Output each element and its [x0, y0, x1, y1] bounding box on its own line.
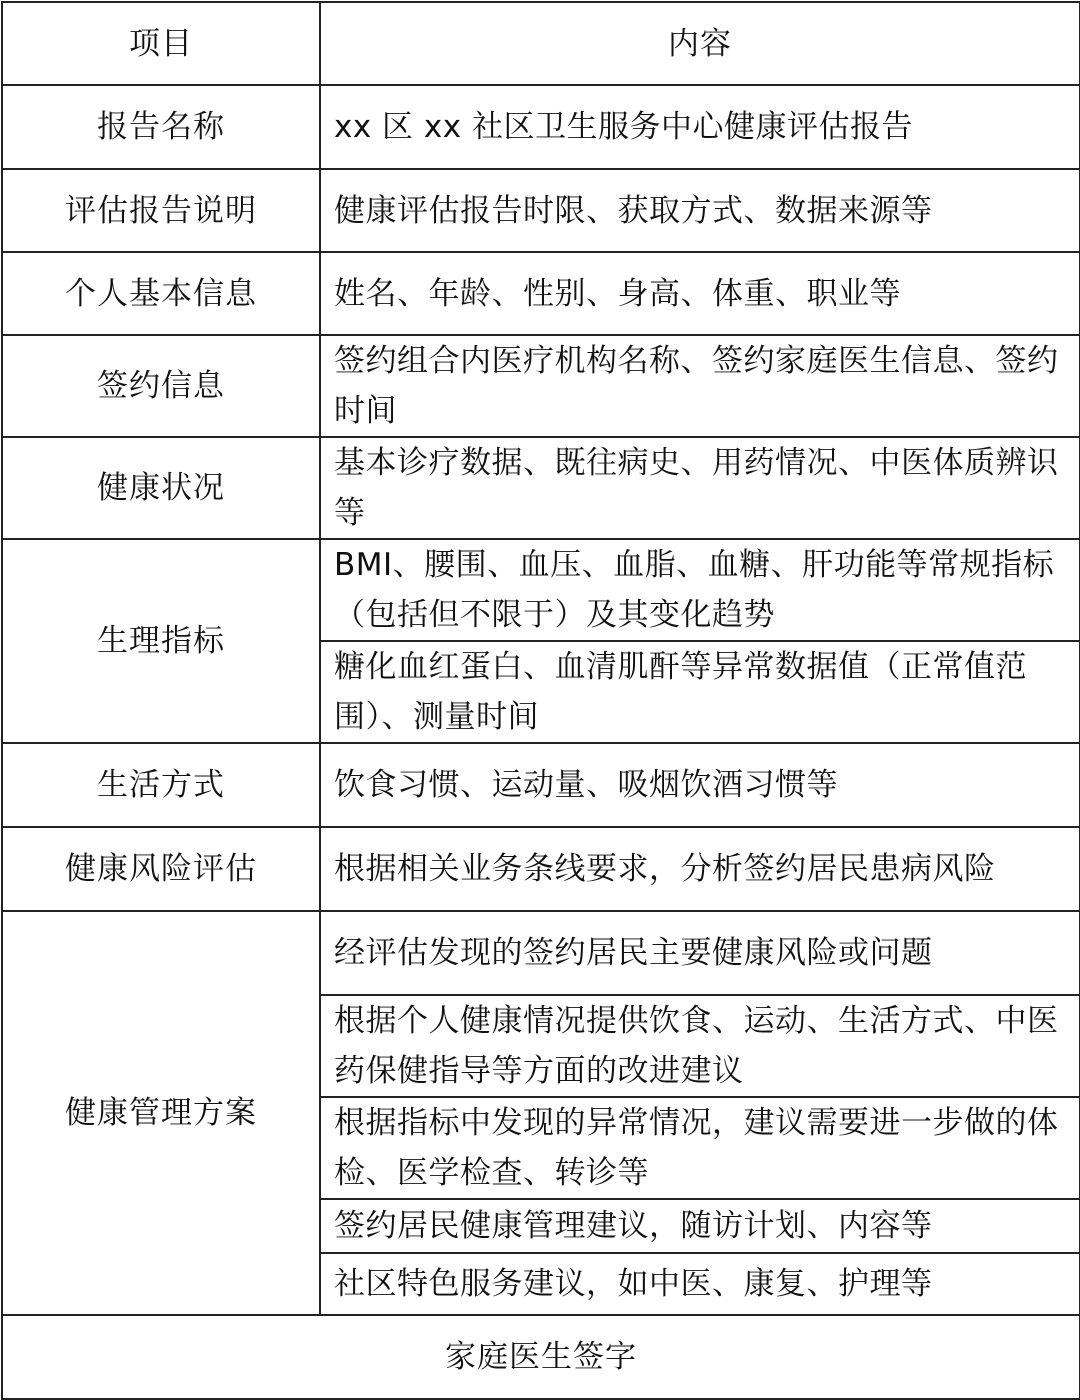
row-content: 签约居民健康管理建议，随访计划、内容等	[320, 1199, 1080, 1253]
header-item: 项目	[2, 2, 320, 85]
row-content: 根据相关业务条线要求，分析签约居民患病风险	[320, 827, 1080, 911]
row-content: 基本诊疗数据、既往病史、用药情况、中医体质辨识等	[320, 437, 1080, 539]
table-row	[2, 911, 1080, 995]
row-content: 签约组合内医疗机构名称、签约家庭医生信息、签约时间	[320, 335, 1080, 437]
row-content: 姓名、年龄、性别、身高、体重、职业等	[320, 252, 1080, 335]
row-content: 根据指标中发现的异常情况，建议需要进一步做的体检、医学检查、转诊等	[320, 1097, 1080, 1199]
row-content: 经评估发现的签约居民主要健康风险或问题	[320, 911, 1080, 995]
table-footer-row	[2, 1315, 1080, 1399]
table-header-row	[2, 2, 1080, 85]
row-item: 生理指标	[2, 539, 320, 743]
row-content: 健康评估报告时限、获取方式、数据来源等	[320, 169, 1080, 252]
row-content: 糖化血红蛋白、血清肌酐等异常数据值（正常值范围）、测量时间	[320, 641, 1080, 743]
row-item: 健康状况	[2, 437, 320, 539]
row-content: 社区特色服务建议，如中医、康复、护理等	[320, 1253, 1080, 1315]
table-row	[2, 252, 1080, 335]
row-item: 签约信息	[2, 335, 320, 437]
row-item: 健康风险评估	[2, 827, 320, 911]
table-row	[2, 539, 1080, 641]
family-doctor-signature-field: 家庭医生签字	[2, 1315, 1080, 1399]
row-item: 生活方式	[2, 743, 320, 827]
row-content: 饮食习惯、运动量、吸烟饮酒习惯等	[320, 743, 1080, 827]
table-row	[2, 169, 1080, 252]
row-content: 根据个人健康情况提供饮食、运动、生活方式、中医药保健指导等方面的改进建议	[320, 995, 1080, 1097]
table-row	[2, 827, 1080, 911]
health-assessment-table	[1, 1, 1080, 1400]
row-item: 个人基本信息	[2, 252, 320, 335]
table-row	[2, 335, 1080, 437]
row-item: 评估报告说明	[2, 169, 320, 252]
row-item: 报告名称	[2, 85, 320, 169]
header-content: 内容	[320, 2, 1080, 85]
row-content: xx 区 xx 社区卫生服务中心健康评估报告	[320, 85, 1080, 169]
row-content: BMI、腰围、血压、血脂、血糖、肝功能等常规指标（包括但不限于）及其变化趋势	[320, 539, 1080, 641]
table-row	[2, 743, 1080, 827]
table-row	[2, 437, 1080, 539]
row-item: 健康管理方案	[2, 911, 320, 1315]
table-row	[2, 85, 1080, 169]
